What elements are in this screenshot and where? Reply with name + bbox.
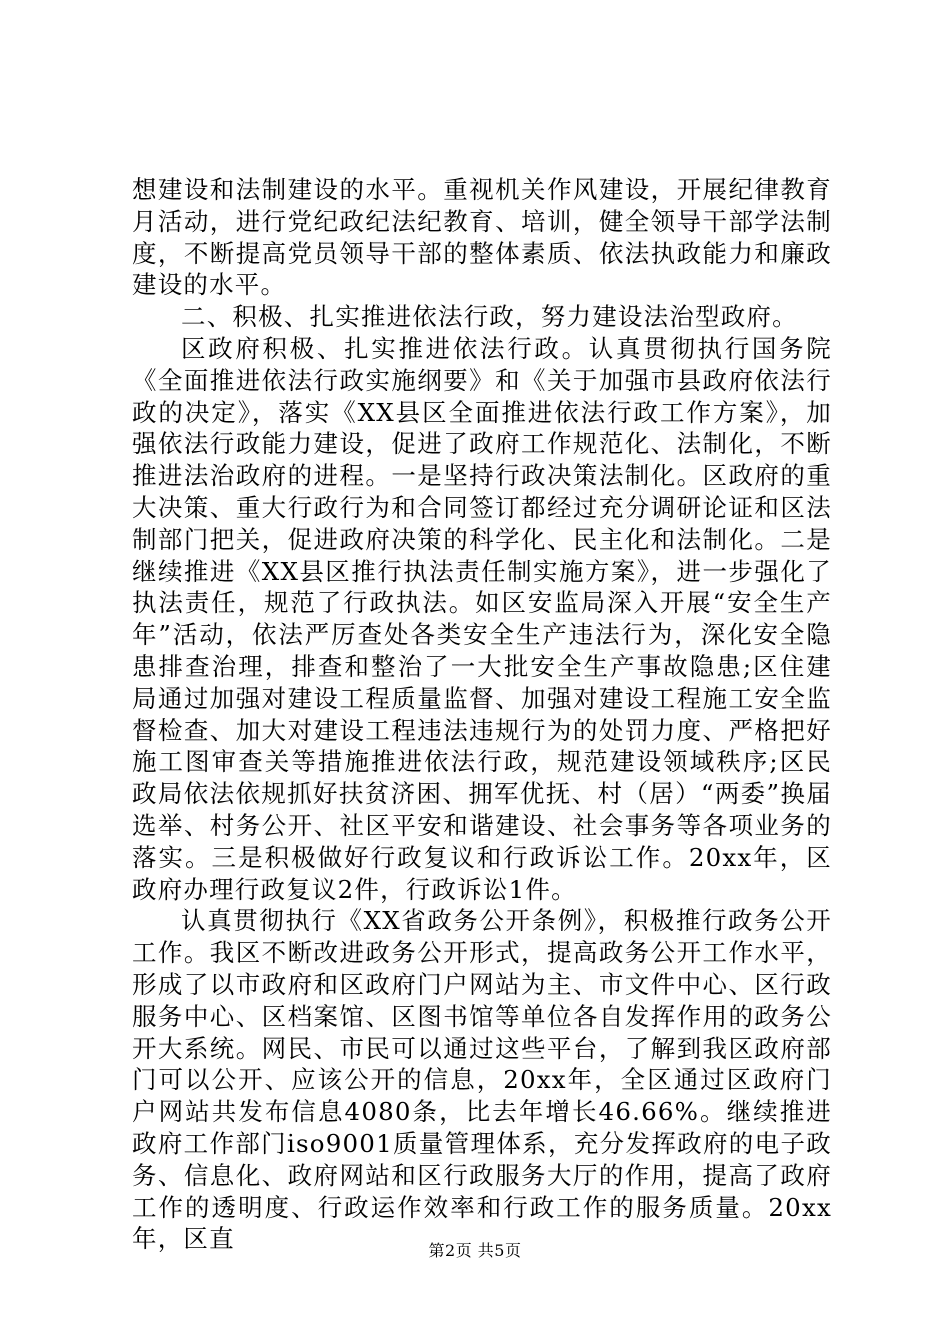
paragraph-rule-of-law: 区政府积极、扎实推进依法行政。认真贯彻执行国务院《全面推进依法行政实施纲要》和《关于加强市县政府依法行政的决定》，落实《XX县区全面推进依法行政工作方案》，加强依法行政能力建设，促进了政府工作规范化、法制化，不断推进法治政府的进程。一是坚持行政决策法制化。区政府的重大决策、重大行政行为和合同签订都经过充分调研论证和区法制部门把关，促进政府决策的科学化、民主化和法制化。二是继续推进《XX县区推行执法责任制实施方案》，进一步强化了执法责任，规范了行政执法。如区安监局深入开展“安全生产年”活动，依法严厉查处各类安全生产违法行为，深化安全隐患排查治理，排查和整治了一大批安全生产事故隐患;区住建局通过加强对建设工程质量监督、加强对建设工程施工安全监督检查、加大对建设工程违法违规行为的处罚力度、严格把好施工图审查关等措施推进依法行政，规范建设领域秩序;区民政局依法依规抓好扶贫济困、拥军优抚、村（居）“两委”换届选举、村务公开、社区平安和谐建设、社会事务等各项业务的落实。三是积极做好行政复议和行政诉讼工作。20xx年，区政府办理行政复议2件，行政诉讼1件。 <box>132 333 832 904</box>
paragraph-continuation: 想建设和法制建设的水平。重视机关作风建设，开展纪律教育月活动，进行党纪政纪法纪教育、培训，健全领导干部学法制度，不断提高党员领导干部的整体素质、依法执政能力和廉政建设的水平。 <box>132 175 832 300</box>
paragraph-government-affairs: 认真贯彻执行《XX省政务公开条例》，积极推行政务公开工作。我区不断改进政务公开形式，提高政务公开工作水平，形成了以市政府和区政府门户网站为主、市文件中心、区行政服务中心、区档案馆、区图书馆等单位各自发挥作用的政务公开大系统。网民、市民可以通过这些平台，了解到我区政府部门可以公开、应该公开的信息，20xx年，全区通过区政府门户网站共发布信息4080条，比去年增长46.66%。继续推进政府工作部门iso9001质量管理体系，充分发挥政府的电子政务、信息化、政府网站和区行政服务大厅的作用，提高了政府工作的透明度、行政运作效率和行政工作的服务质量。20xx年，区直 <box>132 906 832 1254</box>
document-body <box>132 174 832 1255</box>
page-footer: 第2页 共5页 <box>428 1241 522 1260</box>
section-heading: 二、积极、扎实推进依法行政，努力建设法治型政府。 <box>181 302 798 332</box>
